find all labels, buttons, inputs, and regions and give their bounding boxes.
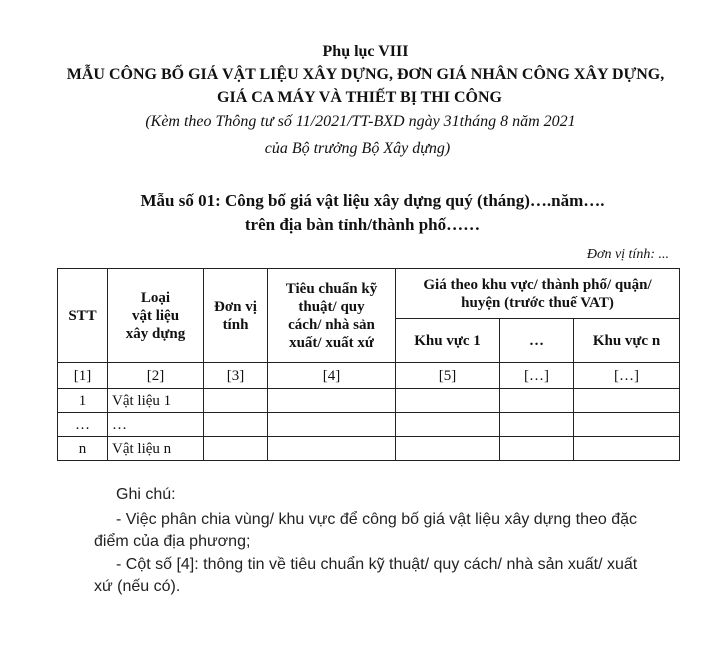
header-material-type-line: xây dựng [125,325,186,342]
row-stt: … [58,413,108,437]
reference-line-2: của Bộ trưởng Bộ Xây dựng) [264,140,451,157]
row-cell [500,437,574,461]
row-cell [204,389,268,413]
note-1-line-1: - Việc phân chia vùng/ khu vực để công bố giá vật liệu xây dựng theo đặc [116,511,638,528]
header-unit [204,269,268,363]
header-stt: STT [58,269,108,363]
header-unit-line: tính [222,316,249,333]
index-cell: […] [574,363,680,389]
header-standard-line: cách/ nhà sản [288,316,375,333]
header-unit-line: Đơn vị [214,298,257,315]
header-price-group-line: huyện (trước thuế VAT) [461,294,614,311]
header-standard [268,269,396,363]
header-region-ellipsis: … [500,319,574,363]
reference-line-1: (Kèm theo Thông tư số 11/2021/TT-BXD ngày 31tháng 8 năm 2021 [145,113,576,130]
form-title-line-1: Mẫu số 01: Công bố giá vật liệu xây dựng quý (tháng)….năm…. [140,191,605,210]
appendix-title: Phụ lục VIII [322,43,409,60]
table-row [58,413,680,437]
index-cell: [1] [58,363,108,389]
row-cell [396,413,500,437]
row-cell [268,413,396,437]
row-material: … [108,413,204,437]
row-cell [396,437,500,461]
row-cell [574,437,680,461]
header-standard-line: xuất/ xuất xứ [289,334,374,351]
note-2-line-1: - Cột số [4]: thông tin về tiêu chuẩn kỹ thuật/ quy cách/ nhà sản xuất/ xuất [116,556,638,573]
price-table [57,268,680,461]
row-cell [268,437,396,461]
form-title-line-2: trên địa bàn tỉnh/thành phố…… [244,215,481,234]
row-cell [268,389,396,413]
index-row [58,363,680,389]
index-cell: [3] [204,363,268,389]
header-standard-line: Tiêu chuẩn kỹ [285,280,378,297]
row-cell [574,413,680,437]
header-price-group-line: Giá theo khu vực/ thành phố/ quận/ [423,276,652,293]
header-region-n: Khu vực n [574,319,680,363]
row-cell [204,413,268,437]
row-cell [396,389,500,413]
header-standard-line: thuật/ quy [298,298,365,315]
unit-note: Đơn vị tính: ... [586,247,669,262]
row-cell [500,389,574,413]
table-row [58,437,680,461]
index-cell: […] [500,363,574,389]
row-stt: 1 [58,389,108,413]
document-title-line-2: GIÁ CA MÁY VÀ THIẾT BỊ THI CÔNG [217,89,502,106]
table-row [58,389,680,413]
index-cell: [2] [108,363,204,389]
header-region-1: Khu vực 1 [396,319,500,363]
row-material: Vật liệu n [108,437,204,461]
row-material: Vật liệu 1 [108,389,204,413]
header-price-group [396,269,680,319]
row-stt: n [58,437,108,461]
notes-title: Ghi chú: [116,486,176,503]
index-cell: [5] [396,363,500,389]
row-cell [204,437,268,461]
note-1-line-2: điểm của địa phương; [94,533,251,550]
header-material-type-line: vật liệu [131,307,180,324]
row-cell [500,413,574,437]
note-2-line-2: xứ (nếu có). [94,578,181,595]
header-material-type [108,269,204,363]
document-title-line-1: MẪU CÔNG BỐ GIÁ VẬT LIỆU XÂY DỰNG, ĐƠN GIÁ NHÂN CÔNG XÂY DỰNG, [66,66,665,83]
header-material-type-line: Loại [140,289,171,306]
row-cell [574,389,680,413]
index-cell: [4] [268,363,396,389]
